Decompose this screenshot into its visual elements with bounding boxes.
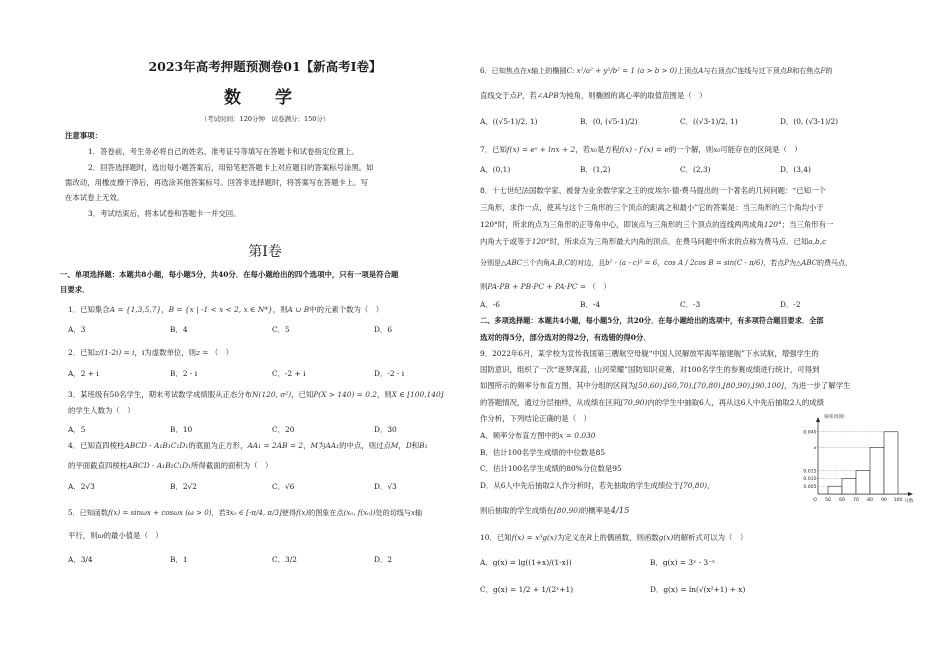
- q10-option-c[interactable]: C．g(x) = 1/2 + 1/(2ˣ+1): [480, 585, 574, 594]
- part-title: 第Ⅰ卷: [248, 244, 282, 260]
- frequency-histogram: [802, 410, 922, 506]
- q8-line5: 分别是△ABC三个内角A,B,C的对边，且b² - (a - c)² = 6，cos A / 2cos B = sin(C - π/6)，若点P为△ABC的费马点，: [480, 259, 853, 267]
- q9-line5: 作分析，下列结论正确的是（ ）: [480, 414, 591, 423]
- q10-stem: 10．已知f(x) = x³g(x)为定义在R上的偶函数，则函数g(x)的解析式可以为（ ）: [480, 533, 748, 542]
- q4-option-b[interactable]: B．2√2: [170, 482, 197, 491]
- q7-option-d[interactable]: D．(3,4): [780, 165, 811, 174]
- q6-option-b[interactable]: B．(0, (√5-1)/2): [580, 117, 638, 126]
- histogram-bar: [870, 447, 884, 494]
- q9-option-a[interactable]: A．频率分布直方图中的x = 0.030: [480, 431, 596, 440]
- q1-option-b[interactable]: B．4: [170, 325, 188, 334]
- q6-option-a[interactable]: A．((√5-1)/2, 1): [480, 117, 538, 126]
- q4-stem-line2: 的平面截直四棱柱ABCD - A₁B₁C₁D₁所得截面的面积为（ ）: [68, 461, 273, 470]
- q2-option-b[interactable]: B．2 - i: [170, 369, 198, 378]
- q9-line3: 如图所示的频率分布直方图，其中分组的区间为[50,60),[60,70),[70,80),[80,90),[90,100]，为进一步了解学生: [480, 381, 851, 390]
- exam-title: 2023年高考押题预测卷01【新高考Ⅰ卷】: [148, 59, 382, 74]
- q8-line3: 120°时，所求的点为三角形的正等角中心，即该点与三角形的三个顶点的连线两两成角120°；当三角形有一: [480, 220, 834, 229]
- q5-stem-line2: 平行，则ω的最小值是（ ）: [68, 531, 163, 540]
- y-axis-label: 频率/组距: [824, 415, 845, 420]
- histogram-x-tick-label: 90: [881, 498, 887, 503]
- histogram-bar: [842, 478, 856, 494]
- q1-option-d[interactable]: D．6: [374, 325, 393, 334]
- q5-stem-line1: 5．已知函数f(x) = sinωx + cosωx (ω > 0)，若∃x₀ ∈ [-π/4, π/3]使得f(x)的图象在点(x₀, f(x₀))处的切线与x轴: [68, 508, 423, 517]
- q9-option-c[interactable]: C．估计100名学生成绩的80%分位数是95: [480, 464, 622, 473]
- q5-option-a[interactable]: A．3/4: [68, 555, 93, 564]
- q9-option-d[interactable]: D．从6人中先后抽取2人作分析时，若先抽取的学生成绩位于[70,80)，: [480, 481, 715, 490]
- q2-option-c[interactable]: C．-2 + i: [272, 369, 306, 378]
- q9-option-b[interactable]: B．估计100名学生成绩的中位数是85: [480, 448, 606, 457]
- section2-line1: 二、多项选择题：本题共4小题，每小题5分，共20分．在每小题给出的选项中，有多项符合题目要求．全部: [480, 316, 824, 325]
- q2-option-a[interactable]: A．2 + i: [68, 369, 99, 378]
- q1-stem: 1．已知集合A = {1,3,5,7}，B = {x | -1 < x < 2, x ∈ N*}，则A ∪ B中的元素个数为（ ）: [68, 305, 384, 314]
- q4-option-a[interactable]: A．2√3: [68, 482, 95, 491]
- q4-option-d[interactable]: D．√3: [374, 482, 397, 491]
- histogram-bars: [828, 432, 898, 494]
- note-3: 3．考试结束后，将本试卷和答题卡一并交回。: [88, 209, 241, 218]
- q10-option-b[interactable]: B．g(x) = 3ˣ - 3⁻ˣ: [650, 558, 716, 567]
- section1-line2: 目要求．: [60, 285, 90, 294]
- q6-stem-line1: 6．已知焦点在x轴上的椭圆C: x²/a² + y²/b² = 1 (a > b > 0)上顶点A与右顶点C连线与过下顶点B和右焦点F的: [480, 66, 833, 75]
- q10-option-d[interactable]: D．g(x) = ln(√(x²+1) + x): [650, 585, 746, 594]
- q8-option-c[interactable]: C．-3: [680, 300, 701, 309]
- x-axis-label: 分数: [904, 499, 914, 504]
- q3-stem-line1: 3．某班级有50名学生，期末考试数学成绩服从正态分布N(120, σ²)，已知P(X > 140) = 0.2，则X ∈ [100,140]: [68, 390, 444, 399]
- q8-line6: 则PA·PB + PB·PC + PA·PC = （ ）: [480, 282, 611, 291]
- q3-stem-line2: 的学生人数为（ ）: [68, 406, 135, 415]
- histogram-x-tick-label: 70: [853, 498, 859, 503]
- q7-stem: 7．已知f(x) = eˣ + lnx + 2，若x₀是方程f(x) - f′(x) = e的一个解，则x₀可能存在的区间是（ ）: [480, 145, 802, 154]
- q8-option-b[interactable]: B．-4: [580, 300, 601, 309]
- q7-option-b[interactable]: B．(1,2): [580, 165, 611, 174]
- section2-line2: 选对的得5分，部分选对的得2分，有选错的得0分．: [480, 333, 651, 342]
- q7-option-c[interactable]: C．(2,3): [680, 165, 711, 174]
- histogram-x-tick-label: 80: [867, 498, 873, 503]
- note-2-cont: 需改动，用橡皮擦干净后，再选涂其他答案标号。回答非选择题时，将答案写在答题卡上。写: [65, 178, 369, 187]
- histogram-x-tick-label: 50: [825, 498, 831, 503]
- histogram-y-tick-label: 0.005: [803, 484, 817, 490]
- q5-option-b[interactable]: B．1: [170, 555, 188, 564]
- histogram-bar: [884, 432, 898, 494]
- q5-option-d[interactable]: D．2: [374, 555, 393, 564]
- q7-option-a[interactable]: A．(0,1): [480, 165, 511, 174]
- q6-option-d[interactable]: D．(0, (√3-1)/2): [780, 117, 839, 126]
- section1-line1: 一、单项选择题：本题共8小题，每小题5分，共40分．在每小题给出的四个选项中，只有一项是符合题: [60, 270, 399, 279]
- q9-line1: 9．2022年6月，某学校为宣传我国第三艘航空母舰“中国人民解放军海军福建舰”下水试航，增强学生的: [480, 349, 819, 358]
- q6-stem-line2: 直线交于点P，若∠APB为钝角，则椭圆的离心率的取值范围是（ ）: [480, 91, 707, 100]
- q8-line2: 三角形，求作一点，使其与这个三角形的三个顶点的距离之和最小”它的答案是：当三角形的三个角均小于: [480, 203, 824, 212]
- histogram-x-tick-label: 60: [839, 498, 845, 503]
- histogram-x-tick-label: O: [813, 498, 817, 503]
- q2-stem: 2．已知z/(1-2i) = i，i为虚数单位，则z = （ ）: [68, 348, 234, 357]
- q8-line1: 8．十七世纪法国数学家、被誉为业余数学家之王的皮埃尔·德·费马提出的一个著名的几何问题：“已知一个: [480, 186, 826, 195]
- x-axis-arrow: [908, 492, 913, 496]
- note-2-end: 在本试卷上无效。: [65, 193, 125, 202]
- q4-option-c[interactable]: C．√6: [272, 482, 295, 491]
- q3-option-d[interactable]: D．30: [374, 425, 397, 434]
- q5-option-c[interactable]: C．3/2: [272, 555, 297, 564]
- histogram-y-ticks: [803, 429, 816, 489]
- histogram-x-tick-label: 100: [893, 498, 903, 503]
- q8-option-a[interactable]: A．-6: [480, 300, 500, 309]
- q9-line4: 的答题情况，通过分层抽样，从成绩在区间[70,90)内的学生中抽取6人，再从这6人中先后抽取2人的成绩: [480, 398, 825, 407]
- q10-option-a[interactable]: A．g(x) = lg((1+x)/(1-x)): [480, 558, 572, 567]
- notes-heading: 注意事项：: [65, 131, 102, 140]
- q3-option-a[interactable]: A．5: [68, 425, 86, 434]
- q9-option-d-cont: 则后抽取的学生成绩在[80,90)的概率是4/15: [480, 506, 630, 516]
- q8-option-d[interactable]: D．-2: [780, 300, 801, 309]
- q3-option-b[interactable]: B．10: [170, 425, 193, 434]
- q2-option-d[interactable]: D．-2 - i: [374, 369, 405, 378]
- note-1: 1．答卷前，考生务必将自己的姓名、准考证号等填写在答题卡和试卷指定位置上。: [88, 147, 359, 156]
- histogram-bar: [828, 486, 842, 494]
- subject-title: 数 学: [224, 88, 306, 108]
- histogram-y-tick-label: x: [813, 445, 817, 451]
- q8-line4: 内角大于或等于120°时，所求点为三角形最大内角的顶点．在费马问题中所求的点称为费马点．已知a,b,c: [480, 237, 827, 246]
- histogram-y-tick-label: 0.015: [803, 469, 817, 475]
- exam-info: （考试时间：120分钟 试卷满分：150分）: [200, 115, 330, 123]
- histogram-x-ticks: [813, 497, 902, 503]
- y-axis-arrow: [816, 417, 820, 422]
- q9-line2: 国防意识，组织了一次“逐梦深蓝，山河荣耀”国防知识竞赛，对100名学生的参赛成绩进行统计，可得到: [480, 365, 820, 374]
- histogram-y-tick-label: 0.040: [803, 430, 817, 436]
- q3-option-c[interactable]: C．20: [272, 425, 295, 434]
- histogram-y-tick-label: 0.010: [803, 477, 817, 483]
- q4-stem-line1: 4．已知直四棱柱ABCD - A₁B₁C₁D₁的底面为正方形，AA₁ = 2AB = 2，M为AA₁的中点，则过点M，D和B₁: [68, 441, 428, 450]
- histogram-bar: [856, 471, 870, 494]
- q1-option-a[interactable]: A．3: [68, 325, 86, 334]
- q1-option-c[interactable]: C．5: [272, 325, 290, 334]
- q6-option-c[interactable]: C．((√3-1)/2, 1): [680, 117, 738, 126]
- note-2: 2．回答选择题时，选出每小题答案后，用铅笔把答题卡上对应题目的答案标号涂黑。如: [88, 163, 374, 172]
